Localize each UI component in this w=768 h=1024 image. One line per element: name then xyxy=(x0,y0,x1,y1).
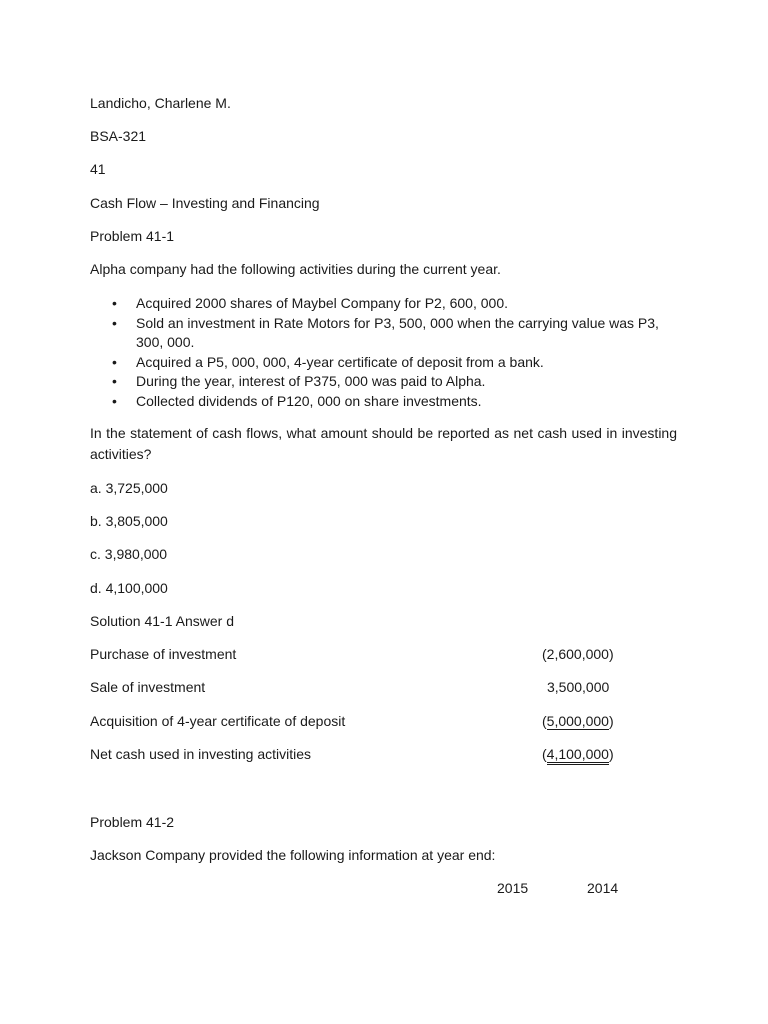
problem-2-intro: Jackson Company provided the following information at year end: xyxy=(90,847,496,863)
solution-row-amount: 3,500,000 xyxy=(547,679,610,695)
student-section: BSA-321 xyxy=(90,128,147,144)
solution-1-label: Solution 41-1 Answer d xyxy=(90,613,234,629)
problem-1-question: In the statement of cash flows, what amount should be reported as net cash used in investing activities? xyxy=(90,425,677,462)
year-column-header: 2014 xyxy=(587,880,619,896)
solution-row-label: Net cash used in investing activities xyxy=(90,746,311,762)
solution-row-label: Sale of investment xyxy=(90,679,206,695)
list-item: • Collected dividends of P120, 000 on share investments. xyxy=(90,392,680,412)
problem-2-label: Problem 41-2 xyxy=(90,814,175,830)
list-item: • Acquired a P5, 000, 000, 4-year certificate of deposit from a bank. xyxy=(90,353,680,373)
choice-c: c. 3,980,000 xyxy=(90,546,168,562)
year-column-header: 2015 xyxy=(497,880,529,896)
choice-b: b. 3,805,000 xyxy=(90,513,168,529)
solution-row-label: Purchase of investment xyxy=(90,646,237,662)
solution-row-amount: (5,000,000) xyxy=(542,713,614,729)
choice-d: d. 4,100,000 xyxy=(90,580,168,596)
solution-row-amount: (4,100,000) xyxy=(542,745,614,763)
activity-list xyxy=(90,294,680,411)
choice-a: a. 3,725,000 xyxy=(90,480,168,496)
problem-1-intro: Alpha company had the following activities during the current year. xyxy=(90,261,501,277)
list-item: • During the year, interest of P375, 000 was paid to Alpha. xyxy=(90,372,680,392)
problem-1-label: Problem 41-1 xyxy=(90,228,175,244)
document-title: Cash Flow – Investing and Financing xyxy=(90,195,320,211)
solution-row-amount: (2,600,000) xyxy=(542,646,614,662)
list-item: • Sold an investment in Rate Motors for P3, 500, 000 when the carrying value was P3, 300, 000. xyxy=(90,314,680,353)
list-item: • Acquired 2000 shares of Maybel Company for P2, 600, 000. xyxy=(90,294,680,314)
solution-row-label: Acquisition of 4-year certificate of deposit xyxy=(90,713,346,729)
chapter-number: 41 xyxy=(90,161,106,177)
student-name: Landicho, Charlene M. xyxy=(90,95,231,111)
